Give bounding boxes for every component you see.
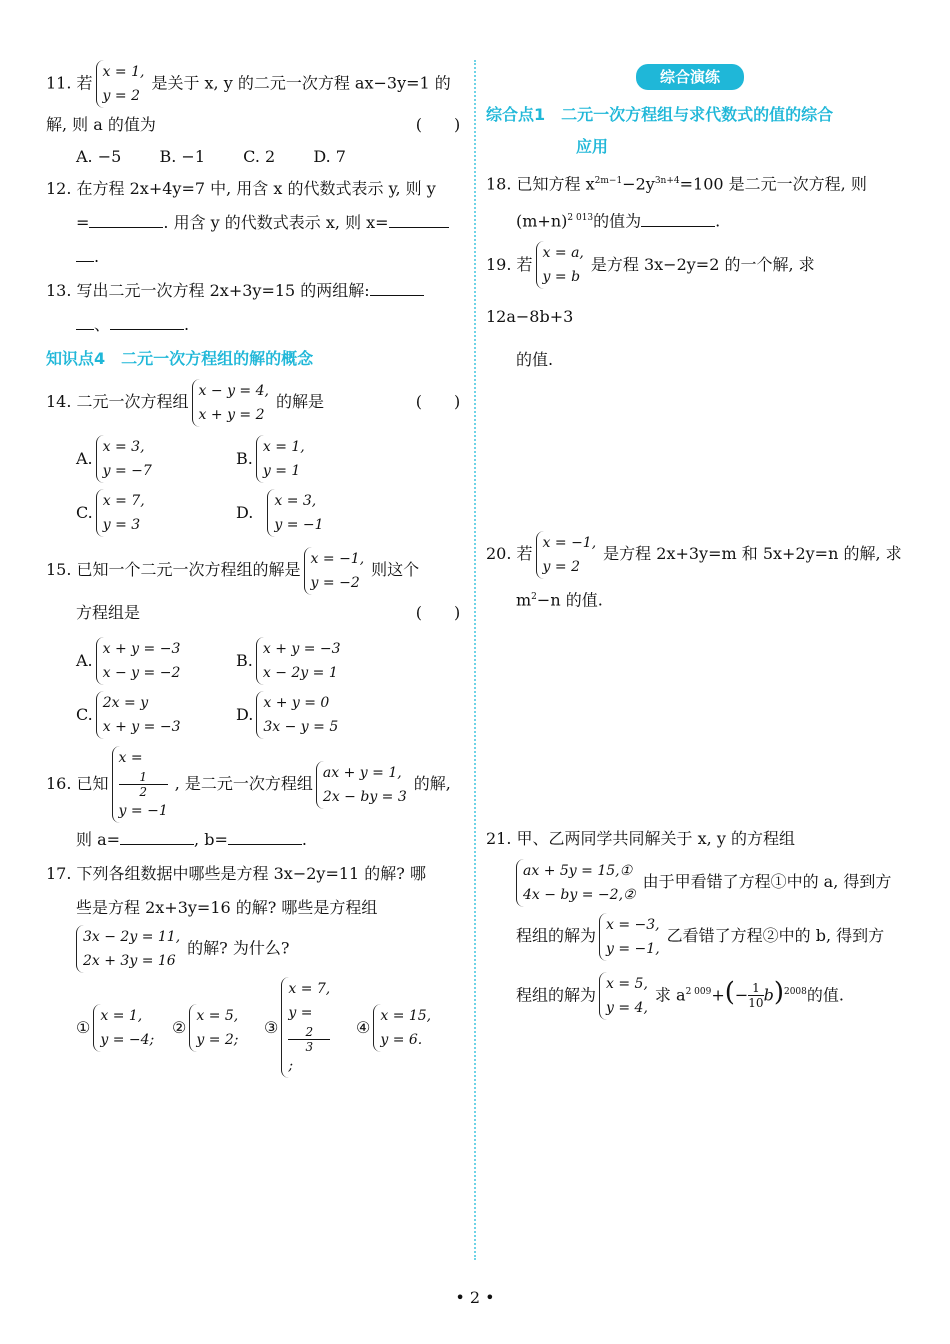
equation-system: x = 1, y = 2 bbox=[96, 60, 149, 108]
answer-blank[interactable] bbox=[120, 826, 194, 845]
fraction: 1 2 bbox=[119, 770, 168, 799]
answer-blank[interactable] bbox=[110, 311, 184, 330]
question-21: 21. 甲、乙两同学共同解关于 x, y 的方程组 ax + 5y = 15,① 4x − by = −2,② 由于甲看错了方程①中的 a, 得到方 程组的解为 x = −3, y = −1, 乙看错了方程②中的 b, 得到方 程组的解为 x = 5, y = 4, 求 $a^{2 009}+(-$ $\frac{1}{10}$ b)$^{2008}$的值. bbox=[486, 822, 906, 1023]
item-3: ③ x = 7, y = 2 3 ; bbox=[264, 977, 356, 1078]
answer-blank[interactable] bbox=[76, 243, 94, 262]
question-16: 16. 已知 x = 1 2 y = −1 , 是二元一次方程组 ax + y = 1, 2x − by = 3 的解, 则 a= , b= . bbox=[46, 746, 466, 857]
option-d[interactable]: D. x + y = 0 3x − y = 5 bbox=[236, 688, 396, 742]
option-c[interactable]: C. x = 7, y = 3 bbox=[76, 486, 236, 540]
question-17: 17. 下列各组数据中哪些是方程 3x−2y=11 的解? 哪 些是方程 2x+3y=16 的解? 哪些是方程组 3x − 2y = 11, 2x + 3y = 16 的解? 为什么? ① x = 1, y = −4; ② x = 5, y = 2; ③ x = 7, y = 2 3 ; ④ x = 15, y = 6. bbox=[46, 857, 466, 1078]
question-18: 18. 已知方程 $x^{2m-1}-2y^{3n+4}=100$ 是二元一次方程, 则 $(m+n)^{2 013}$的值为 . bbox=[486, 174, 867, 231]
section-heading: 知识点4 二元一次方程组的解的概念 bbox=[46, 349, 314, 368]
answer-blank[interactable] bbox=[76, 311, 94, 330]
item-1: ① x = 1, y = −4; bbox=[76, 977, 172, 1078]
section-heading: 综合点1 二元一次方程组与求代数式的值的综合 bbox=[486, 105, 834, 124]
option-b[interactable]: B. x + y = −3 x − 2y = 1 bbox=[236, 634, 396, 688]
question-11: 11. 若 x = 1, y = 2 是关于 x, y 的二元一次方程 ax−3y=1 的 解, 则 a 的值为 ( ) A. −5 B. −1 C. 2 D. 7 bbox=[46, 60, 466, 172]
choices: A. −5 B. −1 C. 2 D. 7 bbox=[76, 147, 346, 166]
question-20: 20. 若 x = −1, y = 2 是方程 2x+3y=m 和 5x+2y=n 的解, 求 $m^2-n$ 的值. bbox=[486, 528, 906, 617]
question-15: 15. 已知一个二元一次方程组的解是 x = −1, y = −2 则这个 方程组是 ( ) A. x + y = −3 x − y = −2 B. x + y = −3 x − 2y = 1 C. 2x = y x + y = −3 D. x + y = 0 3x − y = 5 bbox=[46, 544, 466, 742]
answer-blank[interactable] bbox=[370, 277, 424, 296]
page-number: • 2 • bbox=[455, 1288, 495, 1307]
question-19: 19. 若 x = a, y = b 是方程 3x−2y=2 的一个解, 求 12a−8b+3 的值. bbox=[486, 239, 906, 377]
section-banner: 综合演练 bbox=[636, 64, 744, 90]
option-b[interactable]: B. x = 1, y = 1 bbox=[236, 432, 396, 486]
answer-blank[interactable] bbox=[228, 826, 302, 845]
left-column bbox=[46, 60, 466, 1082]
fraction: 2 3 bbox=[288, 1025, 330, 1054]
data-items bbox=[76, 977, 466, 1078]
option-c[interactable]: C. 2x = y x + y = −3 bbox=[76, 688, 236, 742]
right-column: 综合演练 综合点1 二元一次方程组与求代数式的值的综合 应用 18. 已知方程 $x^{2m-1}-2y^{3n+4}=100$ 是二元一次方程, 则 $(m+n)^{2 013}$的值为 . 19. 若 x = a, y = b 是方程 3x−2y=2 的一个解, 求 12a−8b+3 的值. 20. 若 x = −1, y = 2 是方程 2x+3y=m 和 5x+2y=n 的解, 求 $m^2-n$ 的值. 21. 甲、乙两同学共同解关于 x, y 的方程组 ax + 5y = 15,① 4x − by = −2,② 由于甲看错了方程①中的 a, 得到方 程组的解为 x = −3, y = −1, 乙看错了方程②中的 b, 得到方 程组的解为 x = 5, y = 4, 求 $a^{2 009}+(-$ $\frac{1}{10}$ b)$^{2008}$的值. bbox=[486, 60, 906, 377]
answer-blank[interactable] bbox=[89, 209, 163, 228]
fraction: $\frac{1}{10}$ bbox=[748, 981, 764, 1011]
option-a[interactable]: A. x + y = −3 x − y = −2 bbox=[76, 634, 236, 688]
answer-blank[interactable] bbox=[389, 209, 449, 228]
item-2: ② x = 5, y = 2; bbox=[172, 977, 264, 1078]
question-13: 13. 写出二元一次方程 2x+3y=15 的两组解: 、 . bbox=[46, 274, 466, 342]
options bbox=[76, 634, 466, 742]
answer-blank[interactable] bbox=[641, 208, 715, 227]
option-a[interactable]: A. x = 3, y = −7 bbox=[76, 432, 236, 486]
question-14: 14. 二元一次方程组 x − y = 4, x + y = 2 的解是 ( ) A. x = 3, y = −7 B. x = 1, y = 1 C. x = 7, y = 3 D. x = 3, y = −1 bbox=[46, 376, 466, 540]
question-12: 12. 在方程 2x+4y=7 中, 用含 x 的代数式表示 y, 则 y = . 用含 y 的代数式表示 x, 则 x= . bbox=[46, 172, 466, 274]
column-divider bbox=[474, 60, 476, 1260]
options bbox=[76, 432, 466, 540]
option-d[interactable]: D. x = 3, y = −1 bbox=[236, 486, 396, 540]
item-4: ④ x = 15, y = 6. bbox=[356, 977, 446, 1078]
